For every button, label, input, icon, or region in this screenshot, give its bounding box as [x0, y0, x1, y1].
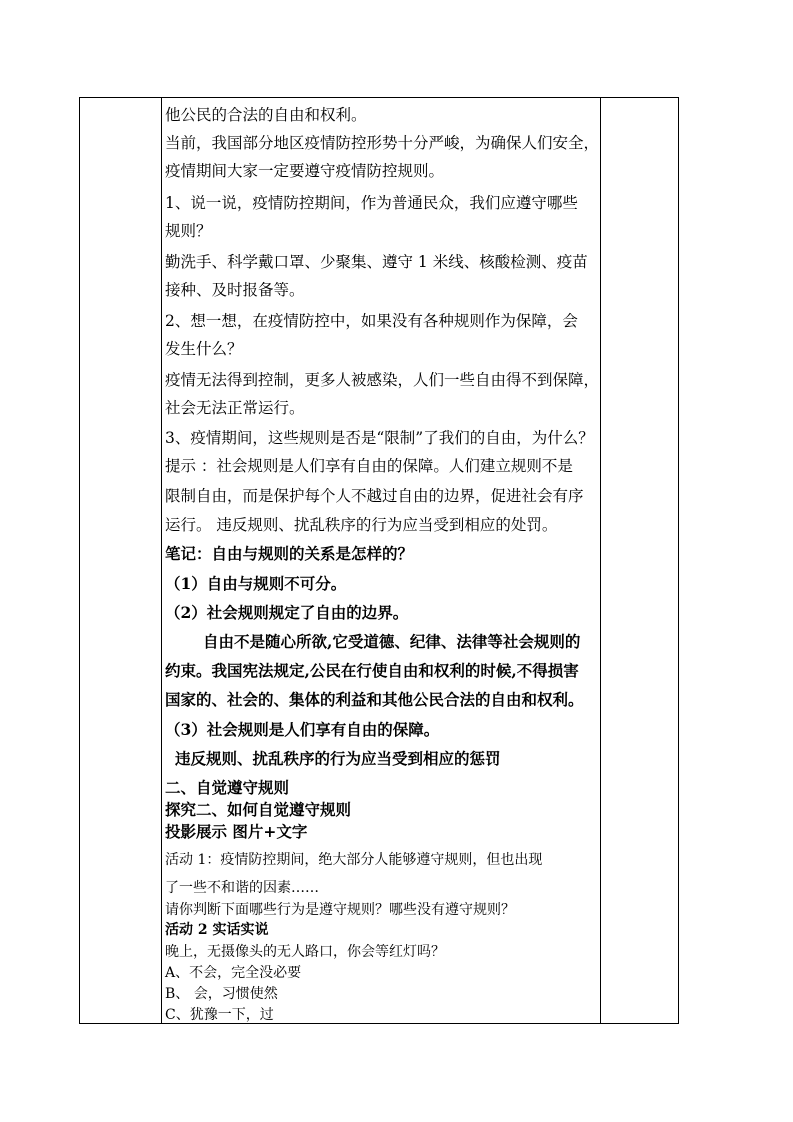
option-b: B、 会，习惯使然 — [165, 986, 278, 1002]
text-line: 勤洗手、科学戴口罩、少聚集、遵守 1 米线、核酸检测、疫苗 — [165, 253, 588, 271]
text-line: 3、疫情期间，这些规则是否是“限制”了我们的自由，为什么？ — [165, 429, 594, 447]
text-line: 2、想一想，在疫情防控中，如果没有各种规则作为保障，会 — [165, 312, 578, 330]
note-paragraph-line: 自由不是随心所欲,它受道德、纪律、法律等社会规则的 — [203, 632, 581, 651]
activity-1-line: 活动 1：疫情防控期间，绝大部分人能够遵守规则，但也出现 — [165, 852, 543, 868]
text-line: 疫情无法得到控制，更多人被感染，人们一些自由得不到保障， — [165, 371, 600, 389]
text-line: 发生什么？ — [165, 340, 243, 358]
text-line: 他公民的合法的自由和权利。 — [165, 106, 367, 124]
judge-question: 请你判断下面哪些行为是遵守规则？哪些没有遵守规则？ — [165, 902, 515, 918]
text-line: 当前，我国部分地区疫情防控形势十分严峻，为确保人们安全， — [165, 134, 600, 152]
text-line: 规则？ — [165, 222, 212, 240]
text-line: 提示 ：社会规则是人们享有自由的保障。人们建立规则不是 — [165, 457, 573, 475]
note-paragraph-line: 国家的、社会的、集体的利益和其他公民合法的自由和权利。 — [165, 690, 584, 709]
activity-1-line: 了一些不和谐的因素…… — [165, 880, 319, 896]
note-paragraph-line: 约束。我国宪法规定,公民在行使自由和权利的时候,不得损害 — [165, 661, 579, 680]
notes-heading: 笔记：自由与规则的关系是怎样的？ — [165, 544, 414, 563]
text-line: 限制自由，而是保护每个人不越过自由的边界，促进社会有序 — [165, 487, 584, 505]
activity-2-heading: 活动 2 实话实说 — [165, 922, 269, 938]
text-line: 1、说一说，疫情防控期间，作为普通民众，我们应遵守哪些 — [165, 194, 578, 212]
option-a: A、不会，完全没必要 — [165, 965, 302, 981]
section-heading-2: 二、自觉遵守规则 — [165, 778, 290, 797]
text-line: 运行。 违反规则、扰乱秩序的行为应当受到相应的处罚。 — [165, 516, 558, 534]
option-c: C、犹豫一下，过 — [165, 1007, 274, 1023]
text-line: 社会无法正常运行。 — [165, 399, 305, 417]
note-point-2: （2）社会规则规定了自由的边界。 — [165, 603, 409, 622]
inquiry-heading-2: 探究二、如何自觉遵守规则 — [165, 800, 352, 819]
text-line: 疫情期间大家一定要遵守疫情防控规则。 — [165, 162, 445, 180]
note-point-1: （1）自由与规则不可分。 — [165, 574, 347, 593]
traffic-light-question: 晚上，无摄像头的无人路口，你会等红灯吗？ — [165, 944, 445, 960]
projection-heading: 投影展示 图片+文字 — [165, 822, 308, 841]
text-line: 接种、及时报备等。 — [165, 281, 305, 299]
note-point-3: （3）社会规则是人们享有自由的保障。 — [165, 720, 440, 739]
table-column-divider-left — [161, 97, 162, 1024]
table-column-divider-right — [600, 97, 601, 1024]
note-penalty-line: 违反规则、扰乱秩序的行为应当受到相应的惩罚 — [175, 749, 501, 768]
